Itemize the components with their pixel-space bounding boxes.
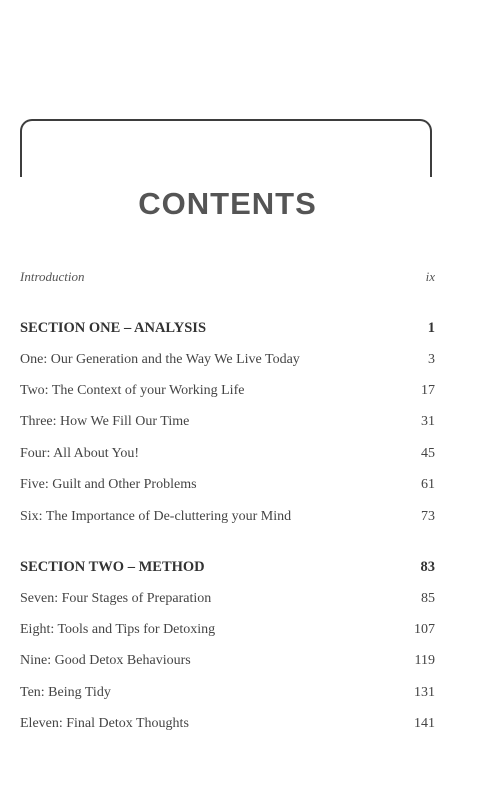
- toc-chapter-page: 141: [414, 716, 435, 731]
- toc-section-page: 83: [420, 559, 435, 575]
- toc-chapter-page: 85: [421, 591, 435, 606]
- toc-chapter-two[interactable]: [20, 383, 435, 399]
- toc-chapter-label: Four: All About You!: [20, 446, 140, 461]
- toc-chapter-seven[interactable]: [20, 591, 435, 607]
- toc-chapter-label: Eight: Tools and Tips for Detoxing: [20, 622, 216, 637]
- toc-entry-label: Introduction: [20, 269, 85, 284]
- toc-chapter-label: One: Our Generation and the Way We Live Today: [20, 352, 300, 367]
- toc-section-label: SECTION ONE – ANALYSIS: [20, 320, 207, 336]
- toc-chapter-six[interactable]: [20, 509, 435, 525]
- toc-chapter-one[interactable]: [20, 352, 435, 368]
- toc-chapter-label: Three: How We Fill Our Time: [20, 414, 190, 429]
- toc-chapter-page: 45: [421, 446, 435, 461]
- toc-entry-introduction[interactable]: [20, 269, 435, 285]
- toc-chapter-label: Two: The Context of your Working Life: [20, 383, 245, 398]
- toc-chapter-label: Ten: Being Tidy: [20, 685, 111, 700]
- toc-chapter-label: Seven: Four Stages of Preparation: [20, 591, 212, 606]
- toc-section-one[interactable]: [20, 320, 435, 337]
- toc-chapter-three[interactable]: [20, 414, 435, 430]
- toc-chapter-five[interactable]: [20, 477, 435, 493]
- toc-chapter-eleven[interactable]: [20, 716, 435, 732]
- toc-chapter-label: Nine: Good Detox Behaviours: [20, 653, 191, 668]
- toc-chapter-page: 119: [414, 653, 435, 668]
- toc-section-label: SECTION TWO – METHOD: [20, 559, 205, 575]
- toc-chapter-label: Six: The Importance of De-cluttering your Mind: [20, 509, 292, 524]
- toc-chapter-label: Five: Guilt and Other Problems: [20, 477, 197, 492]
- toc-chapter-nine[interactable]: [20, 653, 435, 669]
- toc-chapter-page: 61: [421, 477, 435, 492]
- toc-chapter-ten[interactable]: [20, 685, 435, 701]
- toc-chapter-page: 131: [414, 685, 435, 700]
- page-title: CONTENTS: [138, 186, 317, 221]
- toc-section-two[interactable]: [20, 559, 435, 576]
- toc-chapter-four[interactable]: [20, 446, 435, 462]
- toc-chapter-page: 3: [428, 352, 435, 367]
- toc-chapter-eight[interactable]: [20, 622, 435, 638]
- toc-chapter-page: 107: [414, 622, 435, 637]
- toc-chapter-page: 17: [421, 383, 435, 398]
- toc-chapter-page: 73: [421, 509, 435, 524]
- title-frame-border: [20, 119, 432, 177]
- toc-entry-page: ix: [425, 269, 435, 284]
- toc-chapter-label: Eleven: Final Detox Thoughts: [20, 716, 189, 731]
- toc-section-page: 1: [427, 320, 435, 336]
- toc-chapter-page: 31: [421, 414, 435, 429]
